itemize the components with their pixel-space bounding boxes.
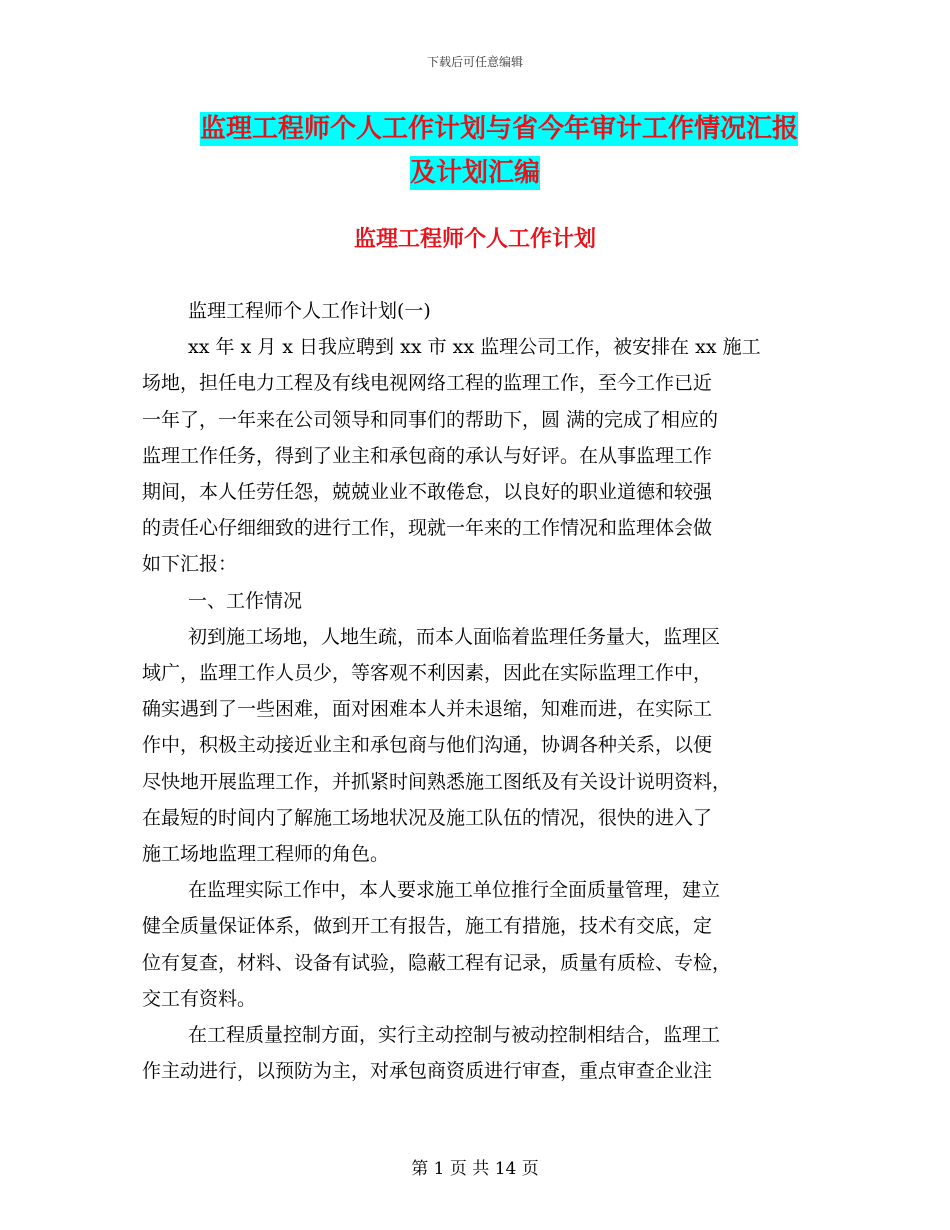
paragraph-line: 作中，积极主动接近业主和承包商与他们沟通，协调各种关系，以便 (142, 734, 713, 757)
paragraph-line: 一、工作情况 (188, 589, 303, 612)
paragraph-line: 尽快地开展监理工作，并抓紧时间熟悉施工图纸及有关设计说明资料， (142, 770, 732, 793)
paragraph-line: 在工程质量控制方面，实行主动控制与被动控制相结合，监理工 (188, 1024, 721, 1047)
header-note: 下载后可任意编辑 (426, 55, 523, 69)
paragraph-line: 确实遇到了一些困难，面对困难本人并未退缩，知难而进，在实际工 (142, 698, 713, 721)
paragraph-line: 监理工程师个人工作计划(一) (188, 300, 431, 322)
document-title-line1: 监理工程师个人工作计划与省今年审计工作情况汇报 (199, 114, 798, 144)
section-title: 监理工程师个人工作计划 (353, 227, 596, 252)
paragraph-line: 施工场地监理工程师的角色。 (142, 843, 390, 866)
page-footer: 第 1 页 共 14 页 (411, 1159, 539, 1179)
paragraph-line: 一年了，一年来在公司领导和同事们的帮助下，圆 满的完成了相应的 (142, 408, 719, 431)
paragraph-line: 交工有资料。 (142, 987, 257, 1010)
paragraph-line: 域广，监理工作人员少，等客观不利因素，因此在实际监理工作中， (142, 662, 713, 685)
paragraph-line: 健全质量保证体系，做到开工有报告，施工有措施，技术有交底，定 (142, 915, 713, 938)
paragraph-line: 如下汇报： (142, 553, 238, 576)
paragraph-line: 场地，担任电力工程及有线电视网络工程的监理工作，至今工作已近 (142, 372, 713, 395)
paragraph-line: xx 年 x 月 x 日我应聘到 xx 市 xx 监理公司工作，被安排在 xx 施工 (188, 336, 761, 359)
paragraph-line: 初到施工场地，人地生疏，而本人面临着监理任务量大，监理区 (188, 625, 721, 648)
paragraph-line: 在最短的时间内了解施工场地状况及施工队伍的情况，很快的进入了 (142, 806, 713, 829)
document-title-line2: 及计划汇编 (409, 158, 540, 188)
document-body (142, 293, 802, 1089)
paragraph-line: 期间，本人任劳任怨，兢兢业业不敢倦怠，以良好的职业道德和较强 (142, 481, 713, 504)
paragraph-line: 监理工作任务，得到了业主和承包商的承认与好评。在从事监理工作 (142, 444, 713, 467)
paragraph-line: 作主动进行，以预防为主，对承包商资质进行审查，重点审查企业注 (142, 1060, 713, 1083)
paragraph-line: 的责任心仔细细致的进行工作，现就一年来的工作情况和监理体会做 (142, 517, 713, 540)
paragraph-line: 位有复查，材料、设备有试验，隐蔽工程有记录，质量有质检、专检， (142, 951, 732, 974)
paragraph-line: 在监理实际工作中，本人要求施工单位推行全面质量管理，建立 (188, 879, 721, 902)
